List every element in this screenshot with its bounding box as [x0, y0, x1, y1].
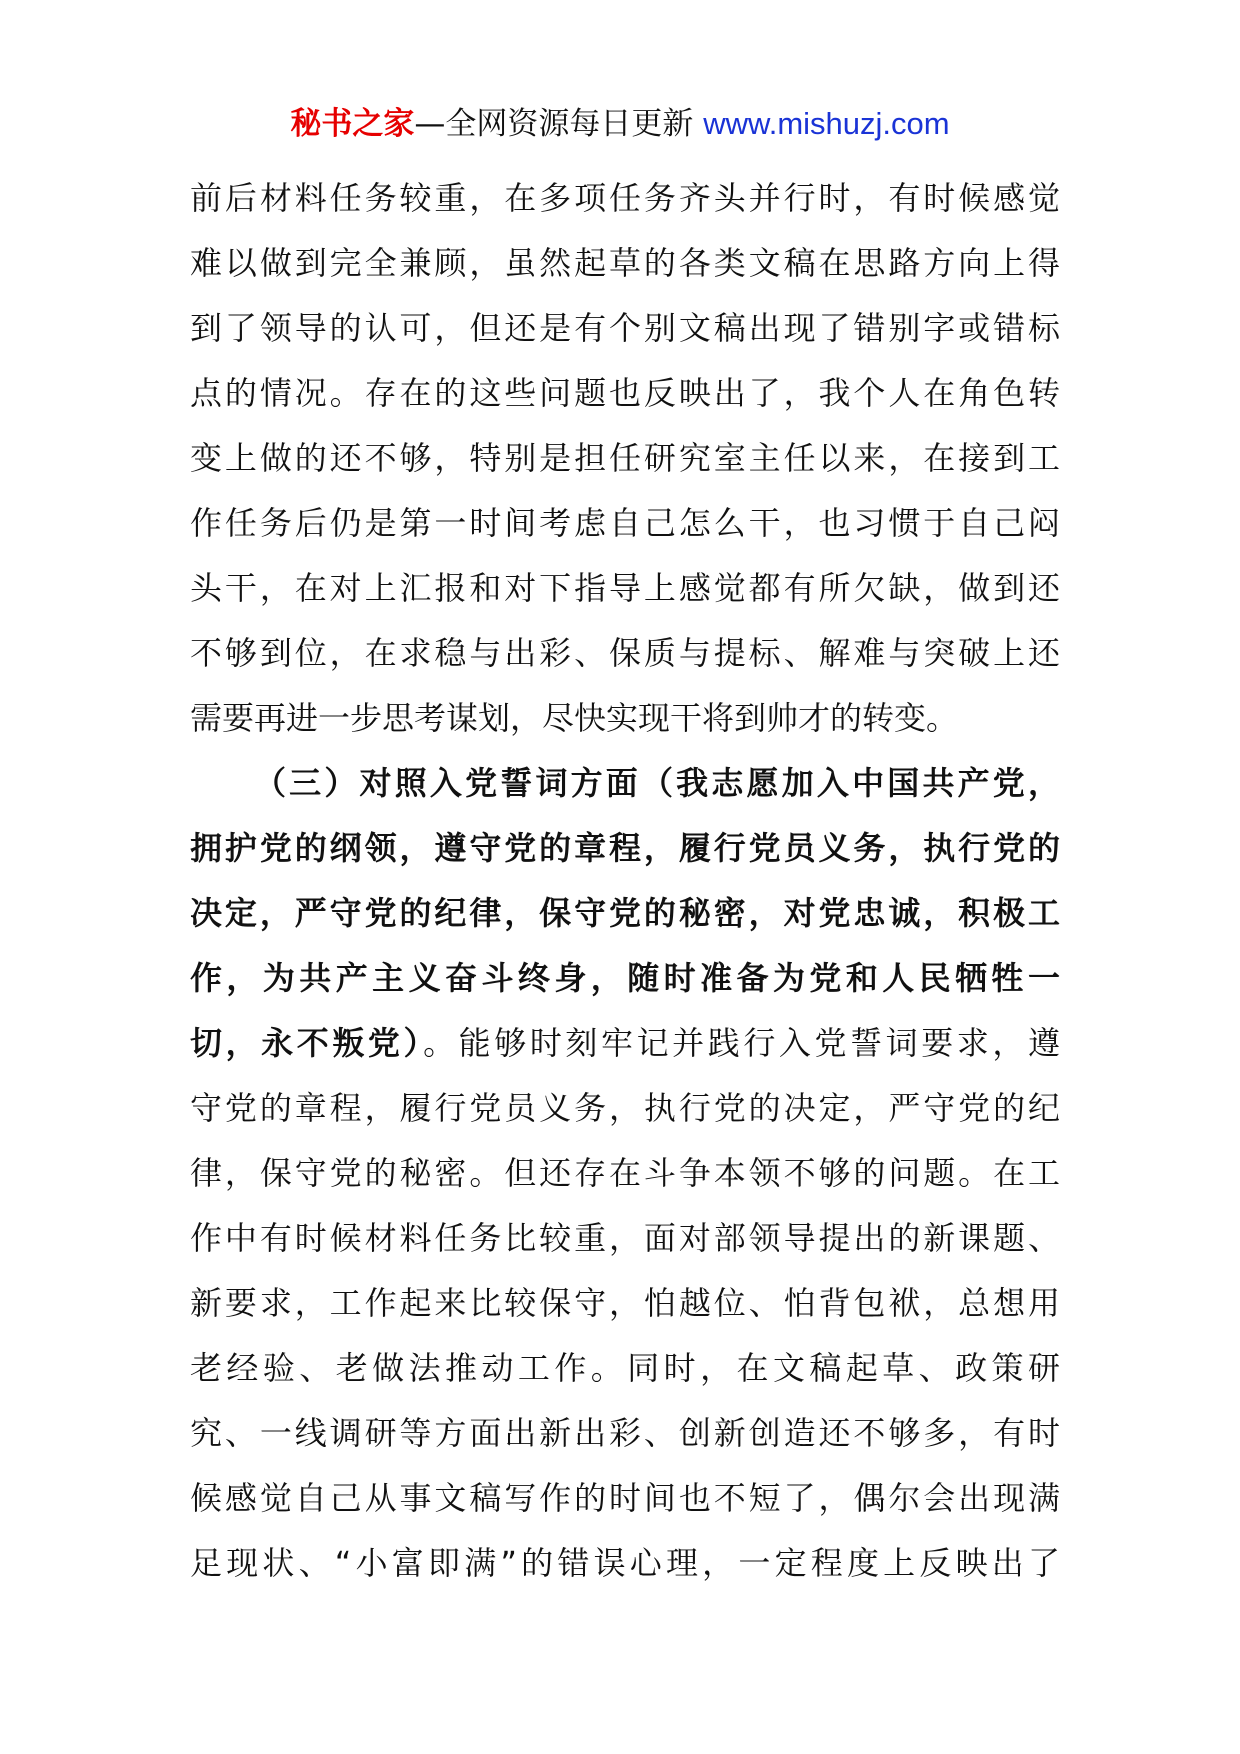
site-url-link[interactable]: www.mishuzj.com	[703, 106, 950, 141]
section-heading-line: 拥护党的纲领，遵守党的章程，履行党员义务，执行党的	[190, 829, 1060, 867]
body-line: 点的情况。存在的这些问题也反映出了，我个人在角色转	[190, 374, 1060, 412]
page-header	[0, 102, 1240, 146]
section-heading-line: 决定，严守党的纪律，保守党的秘密，对党忠诚，积极工	[190, 894, 1060, 932]
body-line: 不够到位，在求稳与出彩、保质与提标、解难与突破上还	[190, 634, 1060, 672]
body-line: 头干，在对上汇报和对下指导上感觉都有所欠缺，做到还	[190, 569, 1060, 607]
body-line: 作任务后仍是第一时间考虑自己怎么干，也习惯于自己闷	[190, 504, 1060, 542]
section-heading-line: （三）对照入党誓词方面（我志愿加入中国共产党，	[254, 764, 1060, 802]
body-line: 足现状、“小富即满”的错误心理，一定程度上反映出了	[190, 1544, 1060, 1582]
body-line: 老经验、老做法推动工作。同时，在文稿起草、政策研	[190, 1349, 1060, 1387]
body-line: 前后材料任务较重，在多项任务齐头并行时，有时候感觉	[190, 179, 1060, 217]
section-heading-line: 作，为共产主义奋斗终身，随时准备为党和人民牺牲一	[190, 959, 1060, 997]
body-line: 守党的章程，履行党员义务，执行党的决定，严守党的纪	[190, 1089, 1060, 1127]
section-heading-end: 切，永不叛党）	[190, 1024, 424, 1062]
body-text: 。能够时刻牢记并践行入党誓词要求，遵	[423, 1024, 1060, 1062]
document-body	[190, 166, 1060, 1596]
body-line: 作中有时候材料任务比较重，面对部领导提出的新课题、	[190, 1219, 1060, 1257]
body-line: 候感觉自己从事文稿写作的时间也不短了，偶尔会出现满	[190, 1479, 1060, 1517]
body-line: 需要再进一步思考谋划，尽快实现干将到帅才的转变。	[190, 699, 959, 737]
body-line: 难以做到完全兼顾，虽然起草的各类文稿在思路方向上得	[190, 244, 1060, 282]
body-line: 变上做的还不够，特别是担任研究室主任以来，在接到工	[190, 439, 1060, 477]
body-line: 律，保守党的秘密。但还存在斗争本领不够的问题。在工	[190, 1154, 1060, 1192]
body-line: 新要求，工作起来比较保守，怕越位、怕背包袱，总想用	[190, 1284, 1060, 1322]
site-tagline: —全网资源每日更新	[414, 106, 704, 142]
body-line	[190, 1011, 1060, 1076]
site-brand: 秘书之家	[290, 106, 415, 142]
body-line: 究、一线调研等方面出新出彩、创新创造还不够多，有时	[190, 1414, 1060, 1452]
body-line: 到了领导的认可，但还是有个别文稿出现了错别字或错标	[190, 309, 1060, 347]
